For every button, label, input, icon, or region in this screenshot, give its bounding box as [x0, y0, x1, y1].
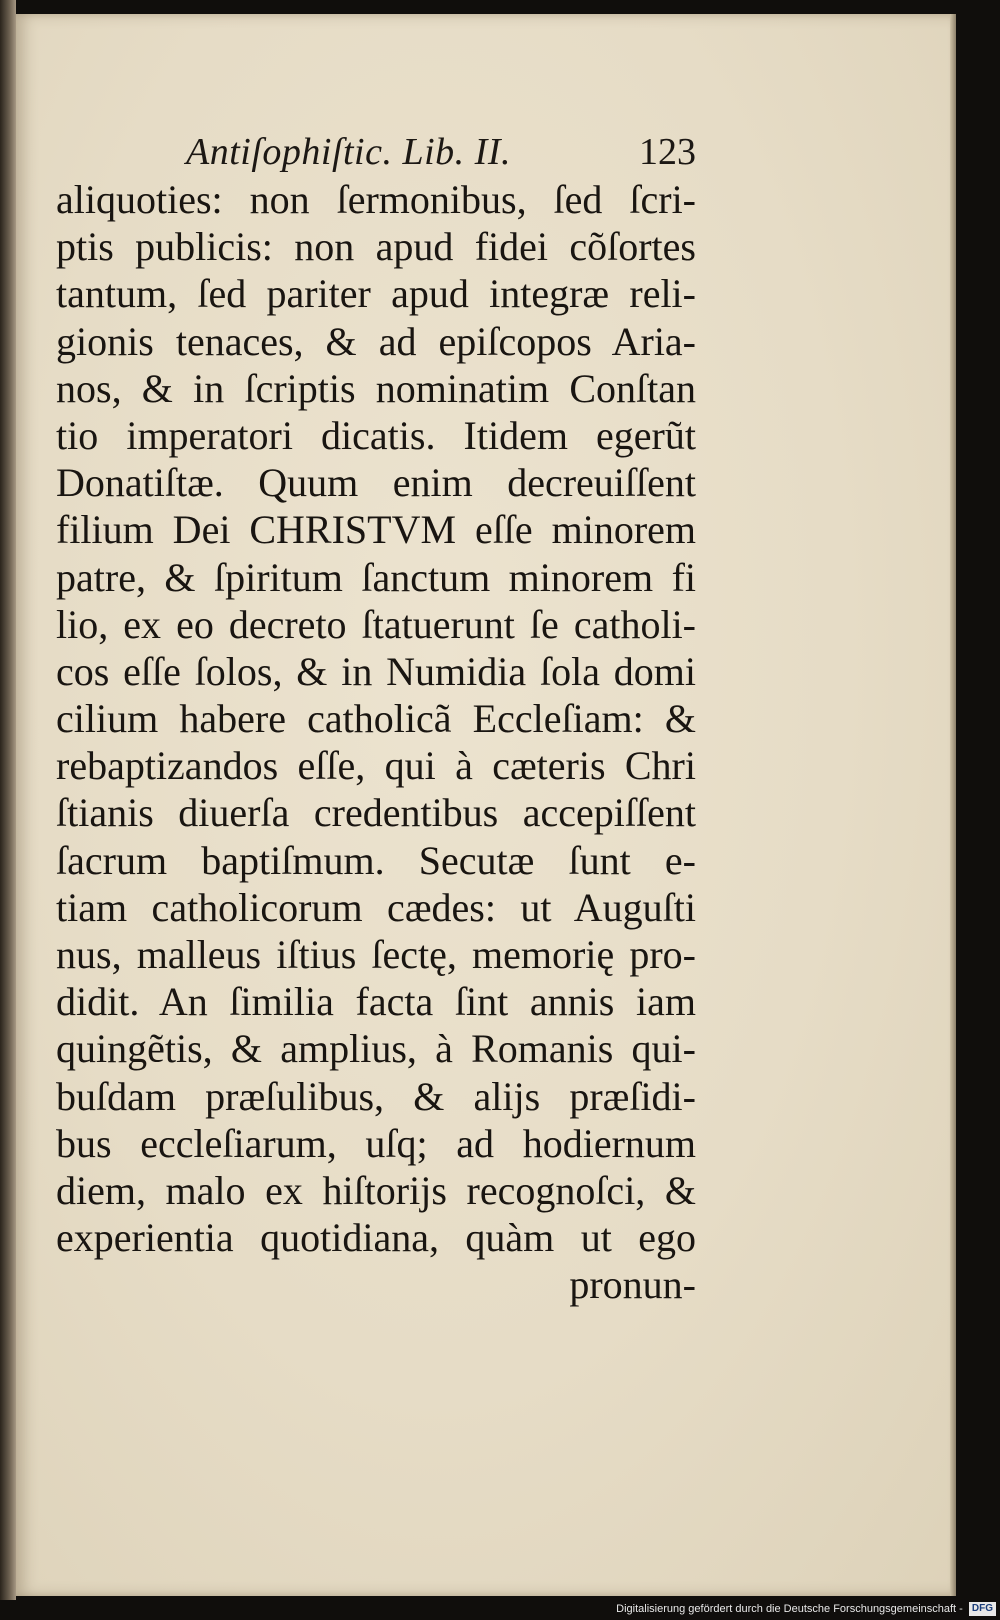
text-line: Donatiſtæ. Quum enim decreuiſſent	[56, 460, 696, 506]
text-line: nus, malleus iſtius ſectę, memorię pro-	[56, 932, 696, 977]
credit-text: Digitalisierung gefördert durch die Deutsche Forschungsgemeinschaft -	[616, 1603, 963, 1615]
text-line: lio, ex eo decreto ſtatuerunt ſe catholi-	[56, 601, 696, 647]
text-line: cilium habere catholicã Eccleſiam: &	[56, 696, 696, 742]
text-line: tantum, ſed pariter apud integræ reli-	[56, 271, 696, 317]
text-line: tiam catholicorum cædes: ut Auguſti	[56, 884, 696, 930]
text-line: buſdam præſulibus, & alijs præſidi-	[56, 1073, 696, 1119]
text-line: didit. An ſimilia facta ſint annis iam	[56, 979, 696, 1025]
text-line: cos eſſe ſolos, & in Numidia ſola domi	[56, 648, 696, 694]
page-number: 123	[639, 131, 696, 173]
page-edge	[950, 14, 956, 1596]
running-title: Antiſophiſtic. Lib. II.	[186, 131, 511, 173]
text-line: patre, & ſpiritum ſanctum minorem fi	[56, 554, 696, 600]
text-line: ptis publicis: non apud fidei cõſortes	[56, 224, 696, 270]
text-line: bus eccleſiarum, uſq; ad hodiernum	[56, 1120, 696, 1166]
dfg-logo: DFG	[969, 1602, 996, 1616]
text-line: tio imperatori dicatis. Itidem egerũt	[56, 412, 696, 458]
digitization-credit	[580, 1600, 996, 1618]
text-line: gionis tenaces, & ad epiſcopos Aria-	[56, 318, 696, 364]
text-line: aliquoties: non ſermonibus, ſed ſcri-	[56, 177, 696, 222]
text-line: filium Dei CHRISTVM eſſe minorem	[56, 507, 696, 553]
catchword: pronun-	[569, 1262, 696, 1308]
body-text	[56, 176, 696, 1309]
binding-edge	[0, 0, 16, 1600]
page-header	[186, 128, 696, 176]
text-line: ſacrum baptiſmum. Secutæ ſunt e-	[56, 837, 696, 883]
text-line: nos, & in ſcriptis nominatim Conſtan	[56, 365, 696, 411]
text-line: experientia quotidiana, quàm ut ego	[56, 1215, 696, 1261]
text-line: quingẽtis, & amplius, à Romanis qui-	[56, 1026, 696, 1072]
text-line: rebaptizandos eſſe, qui à cæteris Chri	[56, 743, 696, 789]
text-line: diem, malo ex hiſtorijs recognoſci, &	[56, 1167, 696, 1213]
text-line: ſtianis diuerſa credentibus accepiſſent	[56, 790, 696, 836]
